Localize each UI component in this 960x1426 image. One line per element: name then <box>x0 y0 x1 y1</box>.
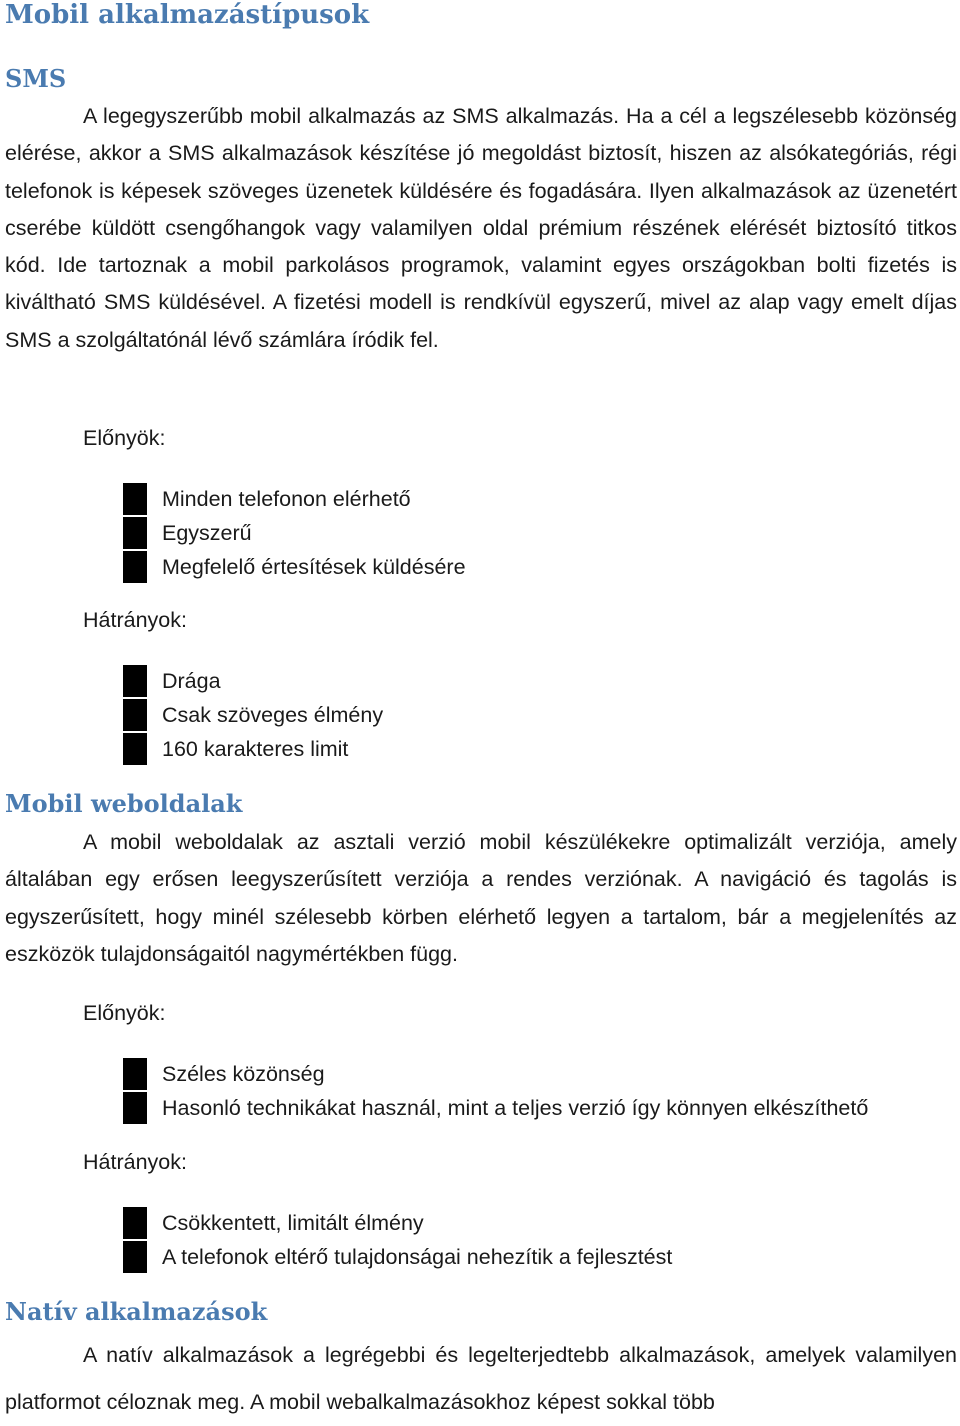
list-item <box>123 1206 672 1240</box>
list-item <box>123 698 383 732</box>
square-bullet-icon <box>123 733 147 765</box>
list-item <box>123 550 466 584</box>
pros-list-sms <box>123 482 466 584</box>
section-heading-mobile-web: Mobil weboldalak <box>5 789 243 818</box>
section-heading-native: Natív alkalmazások <box>5 1297 268 1326</box>
list-item <box>123 516 466 550</box>
list-item-text: Megfelelő értesítések küldésére <box>162 554 466 579</box>
square-bullet-icon <box>123 1092 147 1124</box>
pros-label-sms: Előnyök: <box>83 426 166 450</box>
list-item <box>123 1240 672 1274</box>
section-paragraph-sms: A legegyszerűbb mobil alkalmazás az SMS alkalmazás. Ha a cél a legszélesebb közönség elérése, akkor a SMS alkalmazások készítése jó megoldást biztosít, hiszen az alsókategóriás, régi telefonok is képesek szöveges üzenetek küldésére és fogadására. Ilyen alkalmazások az üzenetért cserébe küldött csengőhangok vagy valamilyen oldal prémium részének elérését biztosító titkos kód. Ide tartoznak a mobil parkolásos programok, valamint egyes országokban bolti fizetés is kiváltható SMS küldésével. A fizetési modell is rendkívül egyszerű, mivel az alap vagy emelt díjas SMS a szolgáltatónál lévő számlára íródik fel. <box>5 104 957 352</box>
list-item-text: Minden telefonon elérhető <box>162 486 411 511</box>
list-item-text: Drága <box>162 668 221 693</box>
square-bullet-icon <box>123 699 147 731</box>
square-bullet-icon <box>123 1058 147 1090</box>
page-title: Mobil alkalmazástípusok <box>5 0 370 30</box>
square-bullet-icon <box>123 483 147 515</box>
cons-list-sms <box>123 664 383 766</box>
pros-list-mobile-web <box>123 1057 868 1125</box>
list-item-text: Széles közönség <box>162 1061 325 1086</box>
list-item <box>123 1091 868 1125</box>
list-item-text: Csökkentett, limitált élmény <box>162 1210 424 1235</box>
square-bullet-icon <box>123 1241 147 1273</box>
section-paragraph-mobile-web: A mobil weboldalak az asztali verzió mobil készülékekre optimalizált verziója, amely általában egy erősen leegyszerűsített verziója a rendes verziónak. A navigáció és tagolás is egyszerűsített, hogy minél szélesebb körben elérhető legyen a tartalom, bár a megjelenítés az eszközök tulajdonságaitól nagymértékben függ. <box>5 830 957 966</box>
list-item <box>123 664 383 698</box>
cons-label-sms: Hátrányok: <box>83 608 187 632</box>
square-bullet-icon <box>123 665 147 697</box>
square-bullet-icon <box>123 1207 147 1239</box>
list-item <box>123 482 466 516</box>
pros-label-mobile-web: Előnyök: <box>83 1001 166 1025</box>
section-paragraph-native: A natív alkalmazások a legrégebbi és legelterjedtebb alkalmazások, amelyek valamilyen platformot céloznak meg. A mobil webalkalmazásokhoz képest sokkal több <box>5 1343 957 1414</box>
list-item-text: Egyszerű <box>162 520 252 545</box>
list-item <box>123 1057 868 1091</box>
list-item-text: Hasonló technikákat használ, mint a teljes verzió így könnyen elkészíthető <box>162 1095 869 1120</box>
section-heading-sms: SMS <box>5 64 67 93</box>
list-item-text: A telefonok eltérő tulajdonságai nehezítik a fejlesztést <box>162 1244 673 1269</box>
square-bullet-icon <box>123 517 147 549</box>
list-item-text: Csak szöveges élmény <box>162 702 384 727</box>
list-item <box>123 732 383 766</box>
cons-label-mobile-web: Hátrányok: <box>83 1150 187 1174</box>
list-item-text: 160 karakteres limit <box>162 736 349 761</box>
cons-list-mobile-web <box>123 1206 672 1274</box>
square-bullet-icon <box>123 551 147 583</box>
